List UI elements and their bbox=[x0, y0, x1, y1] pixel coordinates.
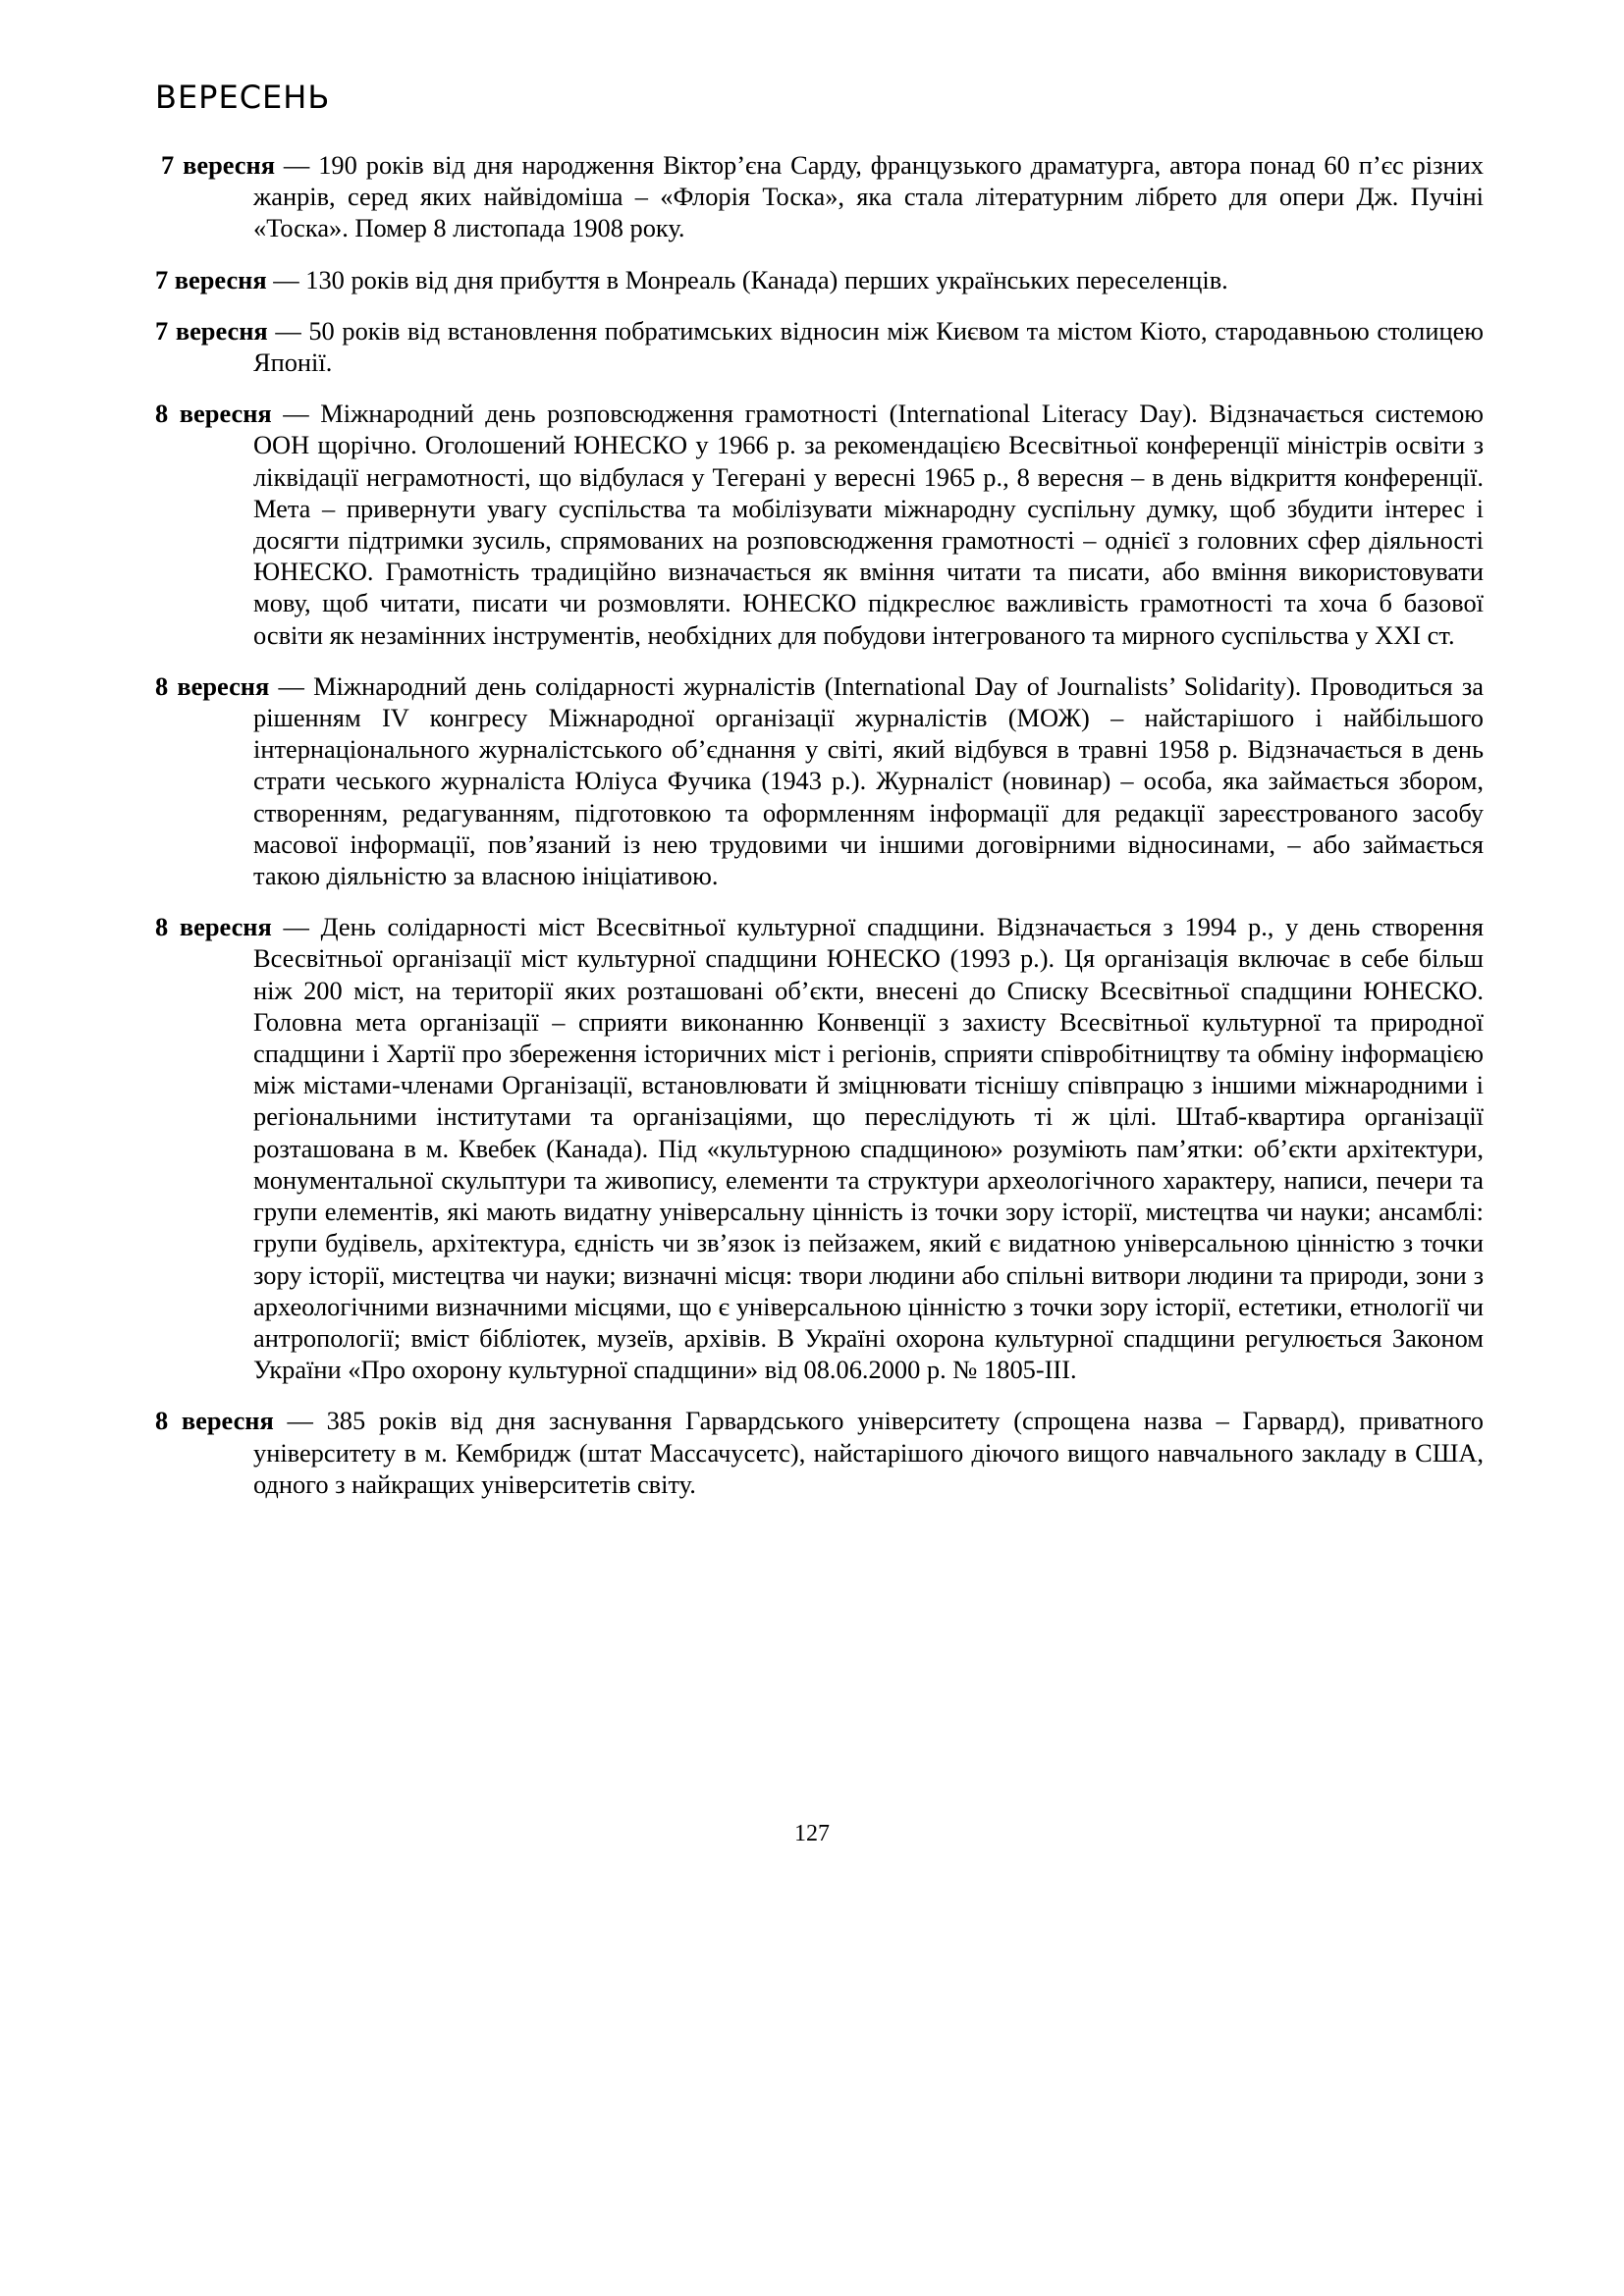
entry-date: 7 вересня bbox=[155, 315, 268, 346]
entry-date: 8 вересня bbox=[155, 670, 270, 701]
calendar-entry bbox=[155, 911, 1484, 1385]
entry-date: 8 вересня bbox=[155, 399, 272, 429]
entry-text: — Міжнародний день солідарності журналістів (International Day of Journalists’ Solidarity). Проводиться за рішенням IV конгресу Міжнародної організації журналістів (МОЖ) – найстарішого і найбільшого інтернаціонального журналістського об’єднання у світі, який відбувся в травні 1958 р. Відзначається в день страти чеського журналіста Юліуса Фучика (1943 р.). Журналіст (новинар) – особа, яка займається збором, створенням, редагуванням, підготовкою та оформленням інформації для редакції зареєстрованого засобу масової інформації, пов’язаний із нею трудовими чи іншими договірними відносинами, – або займається такою діяльністю за власною ініціативою. bbox=[253, 670, 1484, 891]
calendar-entry bbox=[155, 1405, 1484, 1500]
month-heading: ВЕРЕСЕНЬ bbox=[155, 79, 331, 116]
entry-text: — День солідарності міст Всесвітньої культурної спадщини. Відзначається з 1994 р., у день створення Всесвітньої організації міст культурної спадщини ЮНЕСКО (1993 р.). Ця організація включає в себе більш ніж 200 міст, на території яких розташовані об’єкти, внесені до Списку Всесвітньої спадщини ЮНЕСКО. Головна мета організації – сприяти виконанню Конвенції з захисту Всесвітньої культурної та природної спадщини і Хартії про збереження історичних міст і регіонів, сприяти співробітництву та обміну інформацією між містами-членами Організації, встановлювати й зміцнювати тіснішу співпрацю з іншими міжнародними і регіональними інститутами та організаціями, що переслідують ті ж цілі. Штаб-квартира організації розташована в м. Квебек (Канада). Під «культурною спадщиною» розуміють пам’ятки: об’єкти архітектури, монументальної скульптури та живопису, елементи та структури археологічного характеру, написи, печери та групи елементів, які мають видатну універсальну цінність із точки зору історії, мистецтва чи науки; ансамблі: групи будівель, архітектура, єдність чи зв’язок із пейзажем, який є видатною універсальною цінністю з точки зору історії, мистецтва чи науки; визначні місця: твори людини або спільні витвори людини та природи, зони з археологічними визначними місцями, що є універсальною цінністю з точки зору історії, естетики, етнології чи антропології; вміст бібліотек, музеїв, архівів. В Україні охорона культурної спадщини регулюється Законом України «Про охорону культурної спадщини» від 08.06.2000 р. № 1805-ІІІ. bbox=[253, 912, 1485, 1385]
entry-text: — 50 років від встановлення побратимських відносин між Києвом та містом Кіото, стародавньою столицею Японії. bbox=[253, 315, 1484, 378]
calendar-entry bbox=[155, 264, 1484, 295]
calendar-entry bbox=[155, 149, 1484, 244]
entry-text: — 190 років від дня народження Віктор’єна Сарду, французького драматурга, автора понад 60 п’єс різних жанрів, серед яких найвідоміша – «Флорія Тоска», яка стала літературним лібрето для опери Дж. Пучіні «Тоска». Помер 8 листопада 1908 року. bbox=[253, 150, 1484, 243]
calendar-entries bbox=[155, 149, 1484, 1520]
entry-text: — 385 років від дня заснування Гарвардського університету (спрощена назва – Гарвард), приватного університету в м. Кембридж (штат Массачусетс), найстарішого діючого вищого навчального закладу в США, одного з найкращих університетів світу. bbox=[253, 1406, 1485, 1499]
entry-text: — 130 років від дня прибуття в Монреаль (Канада) перших українських переселенців. bbox=[266, 264, 1228, 294]
calendar-entry bbox=[155, 398, 1484, 651]
page-number: 127 bbox=[794, 1821, 830, 1846]
calendar-entry bbox=[155, 670, 1484, 891]
entry-date: 7 вересня bbox=[155, 264, 267, 294]
entry-text: — Міжнародний день розповсюдження грамотності (International Literacy Day). Відзначається системою ООН щорічно. Оголошений ЮНЕСКО у 1966 р. за рекомендацією Всесвітньої конференції міністрів освіти з ліквідації неграмотності, що відбулася у Тегерані у вересні 1965 р., 8 вересня – в день відкриття конференції. Мета – привернути увагу суспільства та мобілізувати міжнародну суспільну думку, щоб збудити інтерес і досягти підтримки зусиль, спрямованих на розповсюдження грамотності – однієї з головних сфер діяльності ЮНЕСКО. Грамотність традиційно визначається як вміння читати та писати, або вміння використовувати мову, щоб читати, писати чи розмовляти. ЮНЕСКО підкреслює важливість грамотності та хоча б базової освіти як незамінних інструментів, необхідних для побудови інтегрованого та мирного суспільства у ХХІ ст. bbox=[253, 399, 1484, 650]
calendar-entry bbox=[155, 315, 1484, 378]
entry-date: 7 вересня bbox=[161, 150, 275, 180]
entry-date: 8 вересня bbox=[155, 1406, 274, 1436]
entry-date: 8 вересня bbox=[155, 912, 272, 942]
